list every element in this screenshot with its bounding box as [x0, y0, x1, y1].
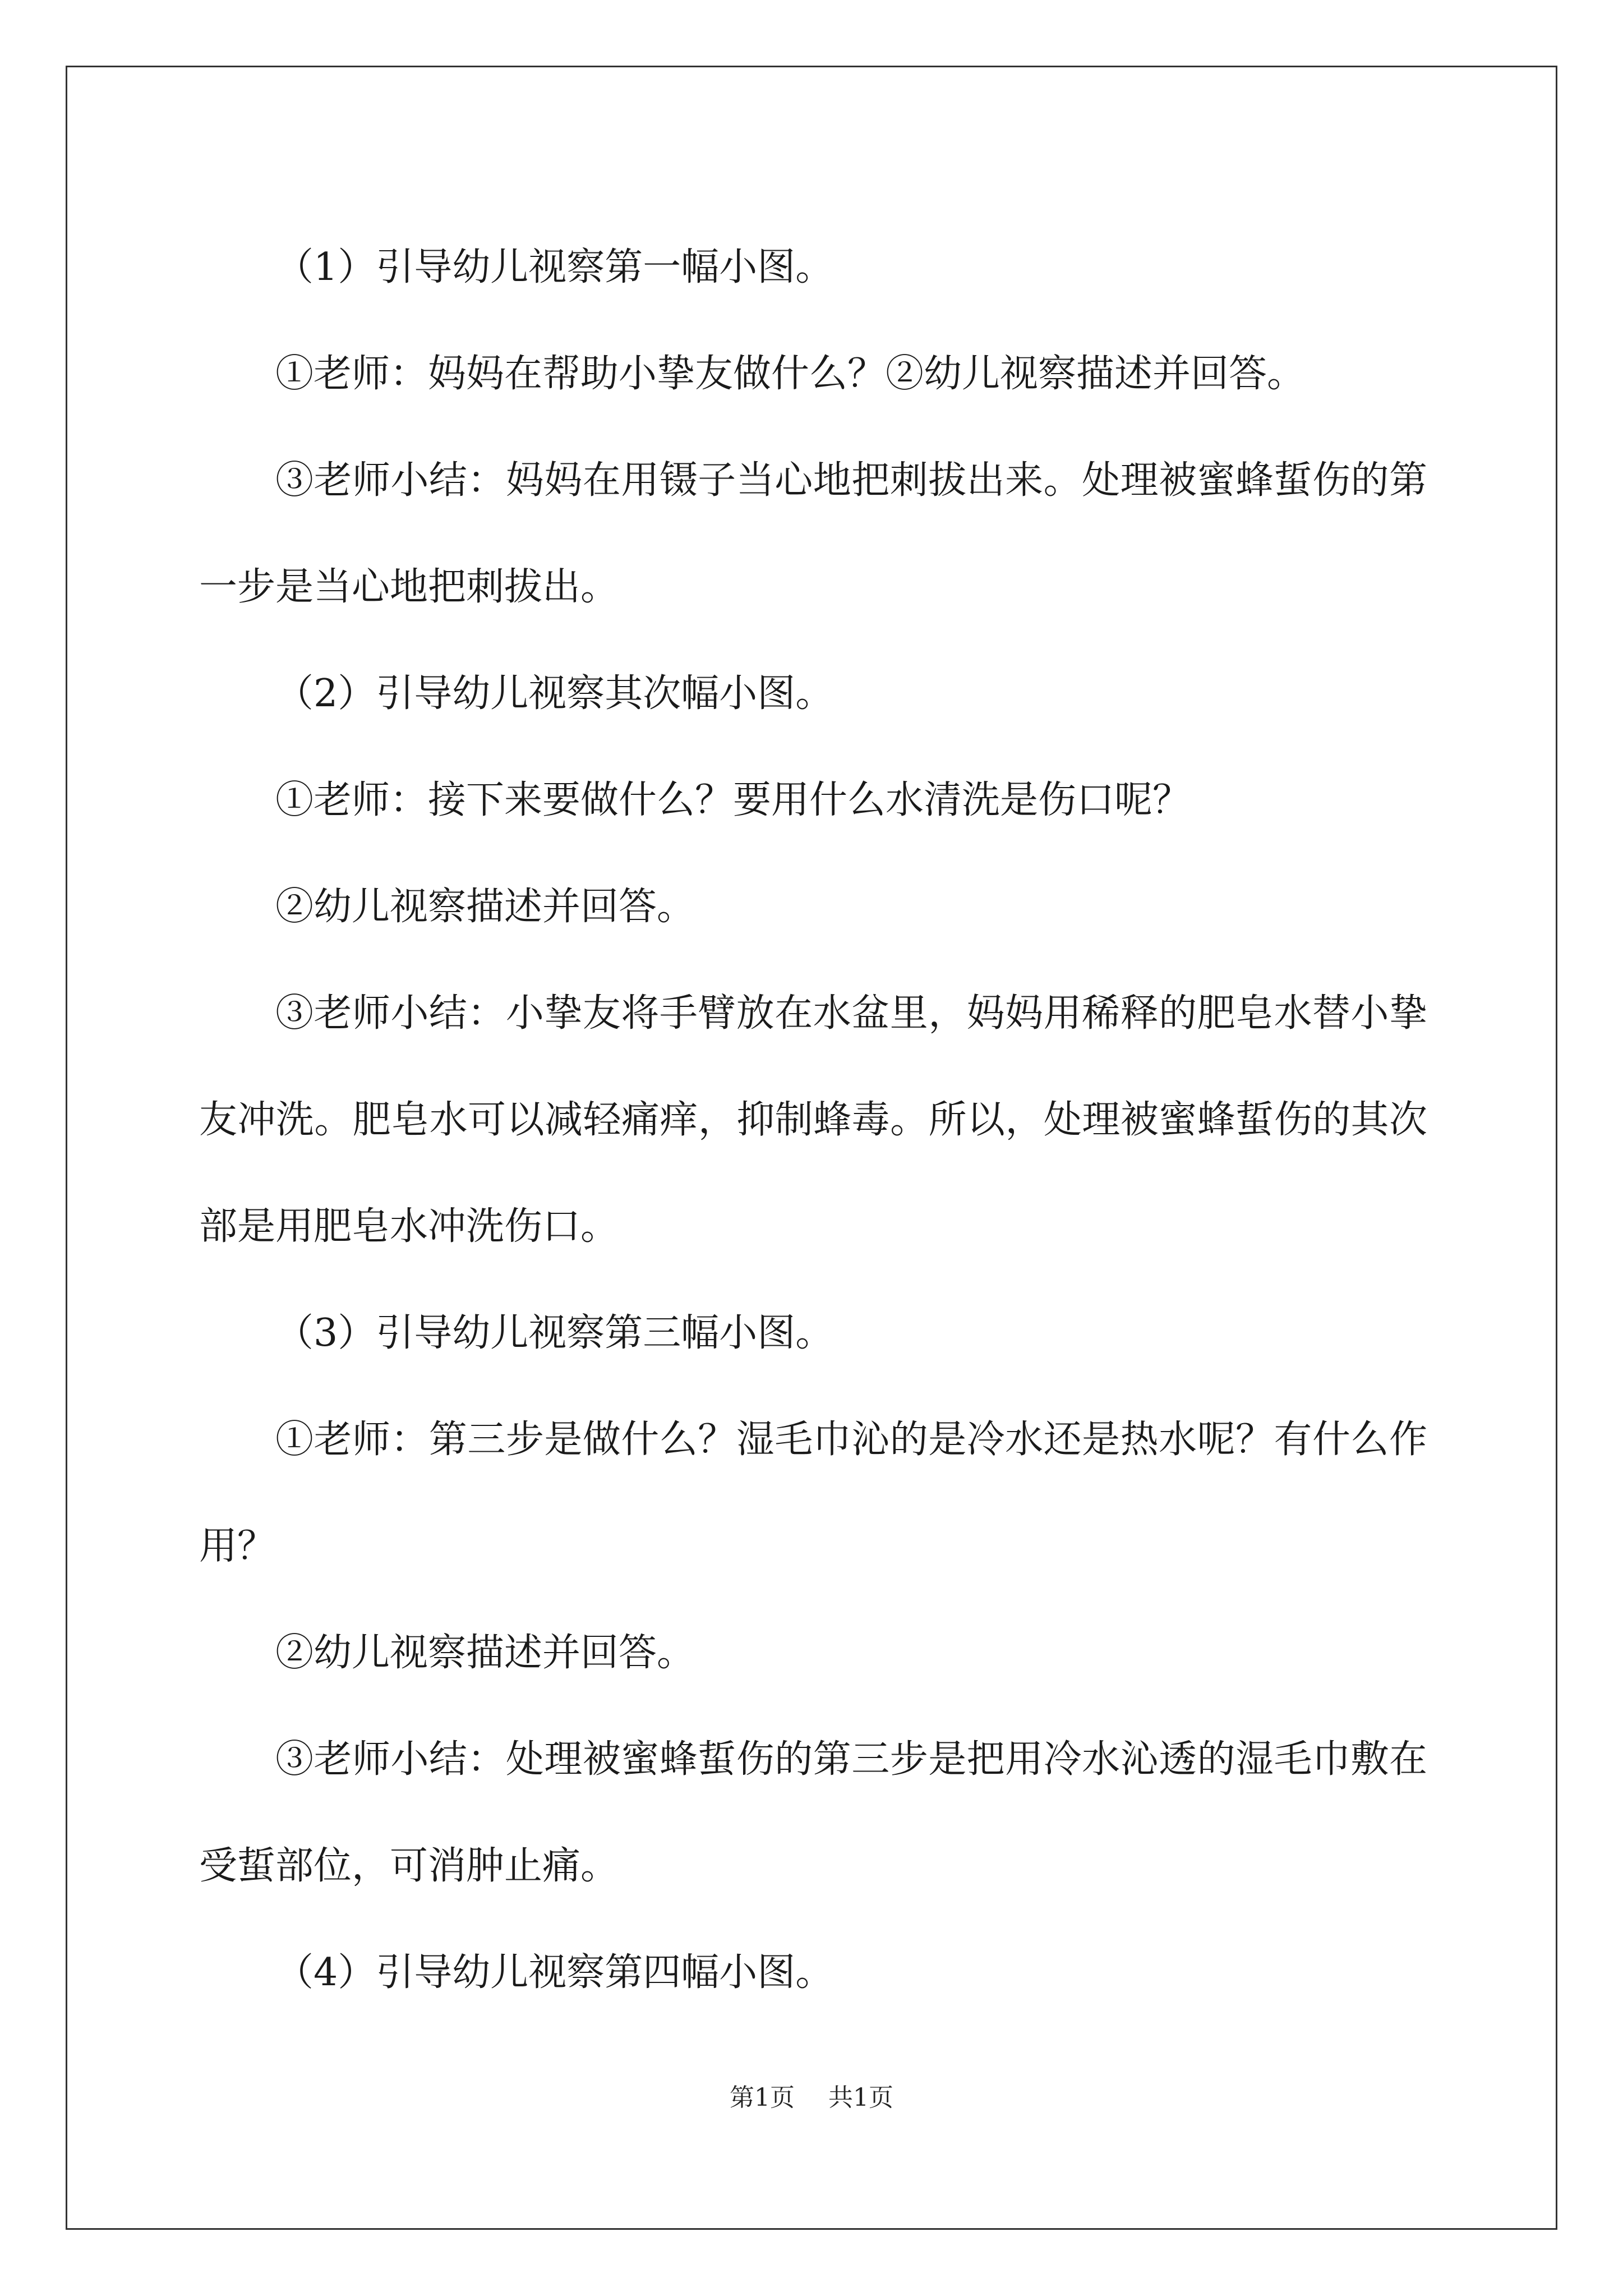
document-body — [199, 214, 1427, 2026]
paragraph: （2）引导幼儿视察其次幅小图。 — [275, 671, 834, 716]
paragraph: ③老师小结：妈妈在用镊子当心地把刺拔出来。处理被蜜蜂蜇伤的第一步是当心地把刺拔出。 — [199, 458, 1427, 609]
paragraph: （4）引导幼儿视察第四幅小图。 — [275, 1950, 834, 1995]
paragraph: ③老师小结：处理被蜜蜂蜇伤的第三步是把用冷水沁透的湿毛巾敷在受蜇部位，可消肿止痛。 — [199, 1737, 1427, 1888]
paragraph: ③老师小结：小挚友将手臂放在水盆里，妈妈用稀释的肥皂水替小挚友冲洗。肥皂水可以减轻痛痒，抑制蜂毒。所以，处理被蜜蜂蜇伤的其次部是用肥皂水冲洗伤口。 — [199, 991, 1427, 1249]
page-footer — [0, 2081, 1623, 2115]
paragraph: （3）引导幼儿视察第三幅小图。 — [275, 1311, 834, 1355]
paragraph: ①老师：第三步是做什么？湿毛巾沁的是冷水还是热水呢？有什么作用？ — [199, 1418, 1427, 1568]
page-number: 第1页 — [730, 2083, 795, 2112]
paragraph: （1）引导幼儿视察第一幅小图。 — [275, 245, 834, 289]
page-total: 共1页 — [828, 2083, 893, 2112]
paragraph: ②幼儿视察描述并回答。 — [275, 1631, 695, 1675]
paragraph: ①老师：接下来要做什么？要用什么水清洗是伤口呢？ — [275, 778, 1191, 822]
paragraph: ①老师：妈妈在帮助小挚友做什么？②幼儿视察描述并回答。 — [275, 352, 1306, 396]
paragraph: ②幼儿视察描述并回答。 — [275, 885, 695, 929]
